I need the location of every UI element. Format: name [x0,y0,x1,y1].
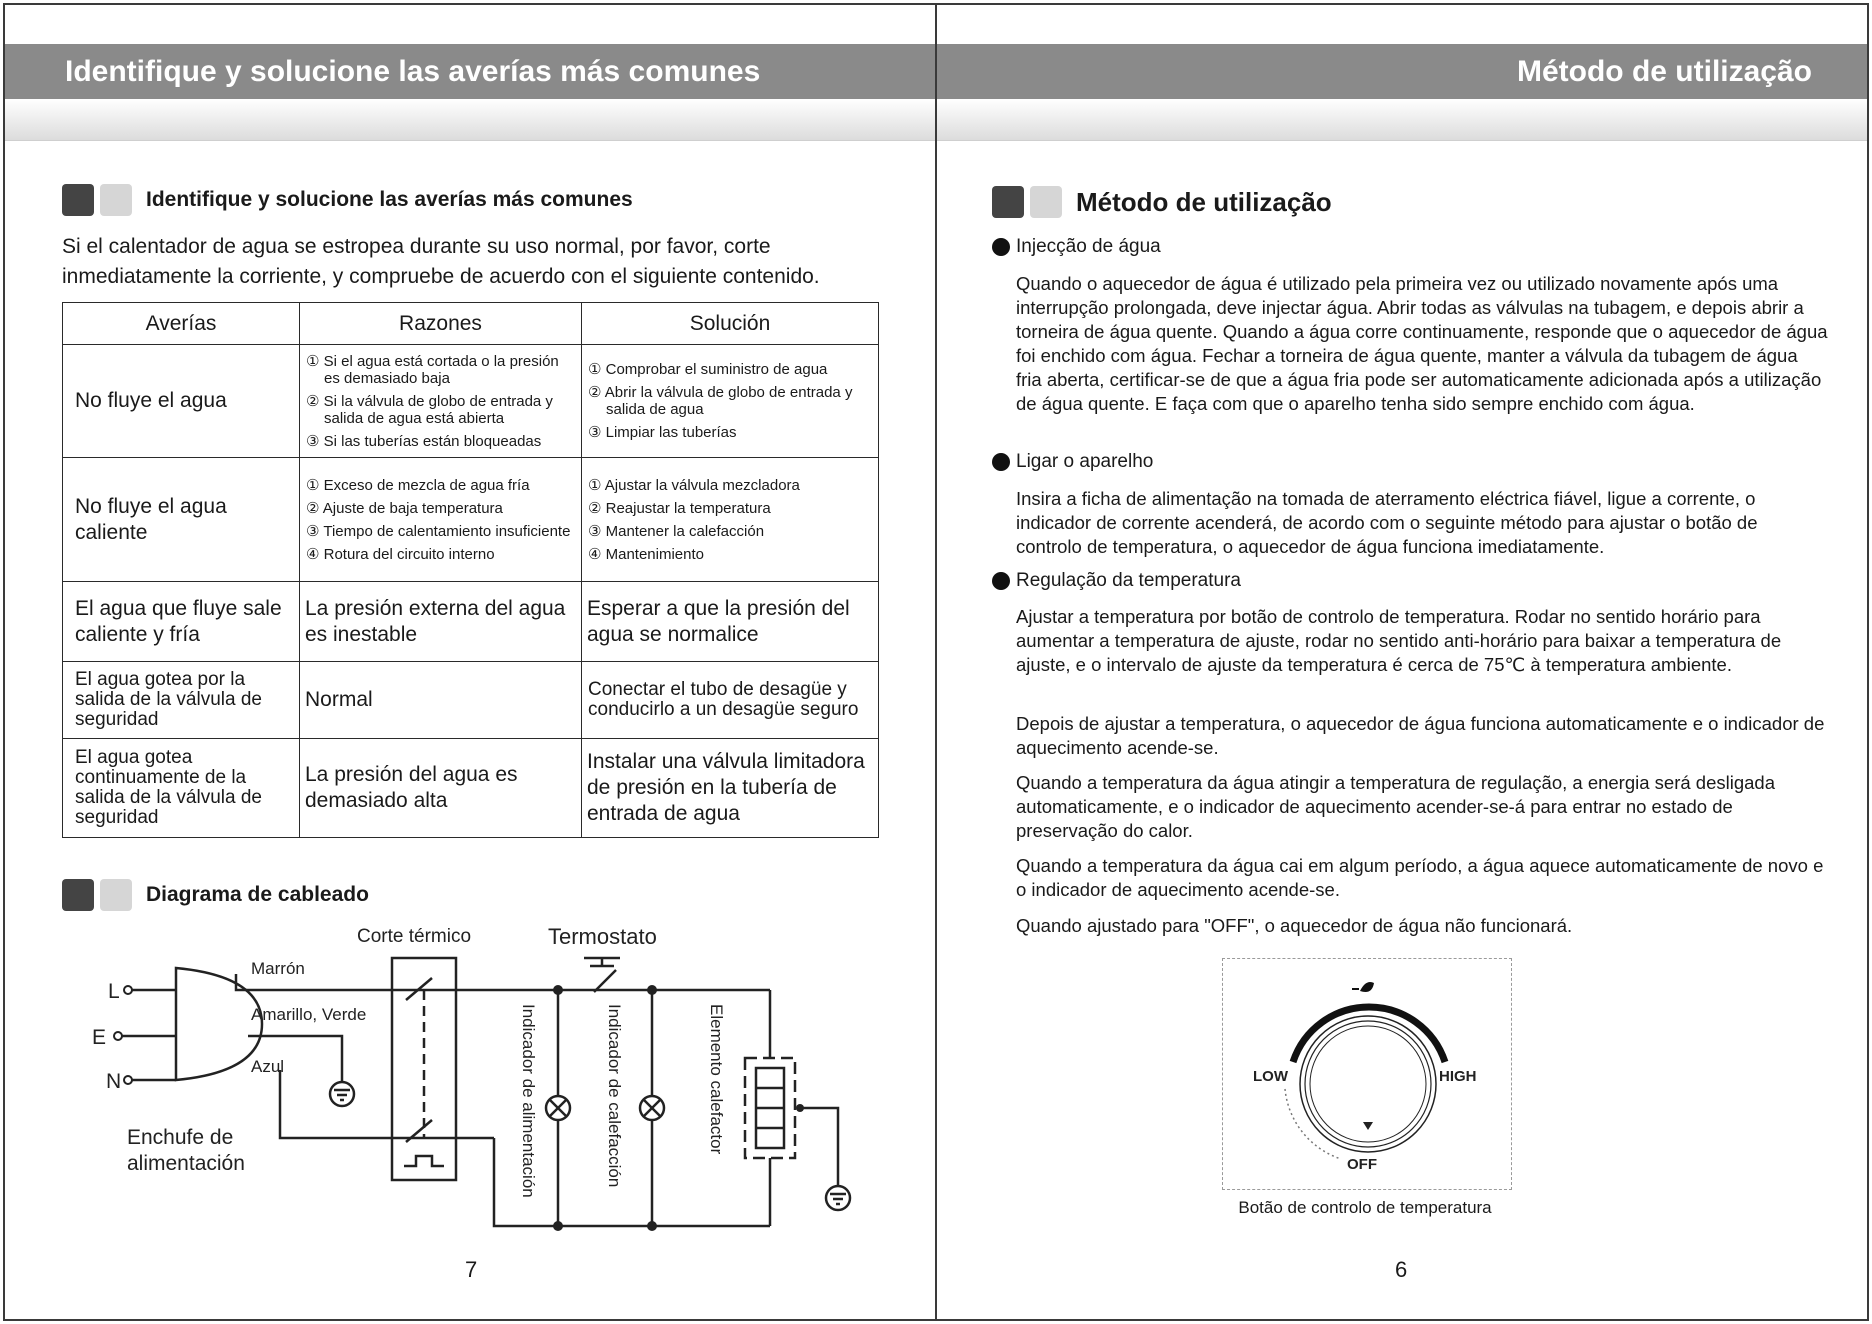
label-thermal-cutoff: Corte térmico [357,926,472,947]
paragraph: Quando ajustado para "OFF", o aquecedor de água não funcionará. [1016,915,1573,936]
fault-cell: El agua que fluye sale caliente y fría [63,582,300,662]
plug-body [176,968,262,1080]
section-title: Diagrama de cableado [146,883,369,906]
section-marker-light-icon [100,879,132,911]
reason-cell: Normal [300,662,582,739]
list-item: ② Si la válvula de globo de entrada y salida de agua está abierta [306,392,553,427]
temperature-arc [1293,1007,1445,1062]
section-title: Método de utilização [1076,186,1332,217]
fault-cell: No fluye el agua [63,345,300,458]
list-item: ③ Mantener la calefacción [588,522,765,540]
temperature-knob-icon [1223,959,1513,1191]
right-banner-title: Método de utilização [937,44,1867,99]
section-heading-troubleshooting [62,184,633,216]
eco-leaf-icon [1352,982,1374,992]
table-header-row [63,303,879,345]
solution-cell: Conectar el tubo de desagüe y conducirlo a un desagüe seguro [582,662,879,739]
page-number-left: 7 [465,1257,478,1282]
bullet-heading [992,236,1161,258]
list-item: ③ Tiempo de calentamiento insuficiente [306,522,571,540]
section-marker-dark-icon [62,879,94,911]
bullet-heading-text: Regulação da temperatura [1016,570,1241,591]
table-row [63,582,879,662]
terminal-n [124,1076,132,1084]
fault-cell: No fluye el agua caliente [63,458,300,582]
bullet-icon [992,238,1010,256]
table-header: Razones [300,303,582,345]
bullet-heading [992,570,1241,592]
solutions-cell [582,345,879,458]
list-item: ① Ajustar la válvula mezcladora [588,476,800,494]
table-row [63,662,879,739]
section-marker-dark-icon [992,186,1024,218]
label-blue: Azul [251,1057,285,1076]
right-sub-band [937,99,1867,141]
label-low: LOW [1253,1068,1288,1085]
section-heading-wiring [62,879,369,911]
label-n: N [106,1070,122,1093]
list-item: ① Exceso de mezcla de agua fría [306,476,530,494]
label-high: HIGH [1439,1068,1477,1085]
label-heating-element: Elemento calefactor [707,1004,726,1155]
label-yellow-green: Amarillo, Verde [251,1005,367,1024]
intro-paragraph: Si el calentador de agua se estropea durante su uso normal, por favor, corte inmediatamente la corriente, y compruebe de acuerdo con el siguiente contenido. [62,235,820,288]
knob-caption: Botão de controlo de temperatura [1238,1198,1492,1217]
troubleshooting-table [62,302,879,838]
section-marker-light-icon [100,184,132,216]
label-heating-indicator: Indicador de calefacción [605,1004,624,1188]
fault-cell: El agua gotea continuamente de la salida de la válvula de seguridad [63,739,300,838]
blue-wire [280,1070,494,1138]
knob-illustration [1222,958,1512,1190]
page-number-right: 6 [1395,1257,1408,1282]
label-off: OFF [1347,1156,1377,1173]
left-banner-title: Identifique y solucione las averías más comunes [5,44,935,99]
list-item: ② Abrir la válvula de globo de entrada y salida de agua [588,384,853,418]
wiring-diagram [80,920,900,1260]
table-row [63,739,879,838]
reasons-cell [300,345,582,458]
left-sub-band [5,99,935,141]
section-marker-light-icon [1030,186,1062,218]
label-thermostat: Termostato [548,924,657,949]
terminal-l [124,986,132,994]
list-item: ④ Rotura del circuito interno [306,545,495,563]
ground-icon [826,1186,850,1210]
table-row [63,345,879,458]
section-marker-dark-icon [62,184,94,216]
paragraph: Depois de ajustar a temperatura, o aquecedor de água funciona automaticamente e o indicador de aquecimento acende-se. [1016,713,1825,758]
table-header: Solución [582,303,879,345]
label-plug-line2: alimentación [127,1152,245,1175]
solution-cell: Instalar una válvula limitadora de presión en la tubería de entrada de agua [582,739,879,838]
label-brown: Marrón [251,959,305,978]
paragraph: Quando a temperatura da água cai em algum período, a água aquece automaticamente de novo e o indicador de aquecimento acende-se. [1016,855,1824,900]
list-item: ③ Si las tuberías están bloqueadas [306,432,542,450]
label-l: L [108,980,120,1003]
label-plug-line1: Enchufe de [127,1126,234,1149]
bullet-heading [992,451,1153,473]
fault-cell: El agua gotea por la salida de la válvula de seguridad [63,662,300,739]
ground-icon [330,1082,354,1106]
reasons-cell [300,458,582,582]
paragraph: Quando o aquecedor de água é utilizado pela primeira vez ou utilizado novamente após uma interrupção prolongada, deve injectar água. Abrir todas as válvulas na tubagem, e depois abrir a torneira de água quente. Quando a água corre continuamente, responde que o aquecedor de água foi enchido com água. Fechar a torneira de água quente, manter a válvula da tubagem de água fria aberta, certificar-se de que a água fria pode ser automaticamente adicionada após a utilização de água quente. E faça com que o aparelho tenha sido sempre enchido com água. [1016,273,1828,414]
knob-pointer-icon [1363,1122,1373,1130]
solution-cell: Esperar a que la presión del agua se normalice [582,582,879,662]
table-row [63,458,879,582]
solutions-cell [582,458,879,582]
label-power-indicator: Indicador de alimentación [519,1004,538,1198]
list-item: ② Reajustar la temperatura [588,499,771,517]
table-header: Averías [63,303,300,345]
list-item: ③ Limpiar las tuberías [588,424,737,441]
reason-cell: La presión externa del agua es inestable [300,582,582,662]
paragraph: Quando a temperatura da água atingir a temperatura de regulação, a energia será desligada automaticamente, e o indicador de aquecimento acender-se-á para entrar no estado de preservação do calor. [1016,772,1776,841]
bullet-icon [992,572,1010,590]
paragraph: Insira a ficha de alimentação na tomada de aterramento eléctrica fiável, ligue a corrente, o indicador de corrente acenderá, de acordo com o seguinte método para ajustar o botão de controlo de temperatura, o aquecedor de água funciona imediatamente. [1016,488,1758,557]
bullet-icon [992,453,1010,471]
section-heading-usage [992,186,1332,218]
reason-cell: La presión del agua es demasiado alta [300,739,582,838]
label-e: E [92,1026,107,1049]
bullet-heading-text: Injecção de água [1016,236,1161,257]
section-title: Identifique y solucione las averías más comunes [146,188,633,211]
page-divider [935,3,937,1321]
paragraph: Ajustar a temperatura por botão de controlo de temperatura. Rodar no sentido horário para aumentar a temperatura de ajuste, rodar no sentido anti-horário para baixar a temperatura de ajuste, e o intervalo de ajuste da temperatura é cerca de 75℃ à temperatura ambiente. [1016,606,1782,675]
terminal-e [114,1032,122,1040]
list-item: ④ Mantenimiento [588,545,705,563]
power-indicator-lamp-icon [546,1096,570,1120]
list-item: ① Si el agua está cortada o la presión es demasiado baja [306,352,559,387]
bullet-heading-text: Ligar o aparelho [1016,451,1154,472]
list-item: ① Comprobar el suministro de agua [588,361,828,378]
heating-indicator-lamp-icon [640,1096,664,1120]
list-item: ② Ajuste de baja temperatura [306,499,503,517]
